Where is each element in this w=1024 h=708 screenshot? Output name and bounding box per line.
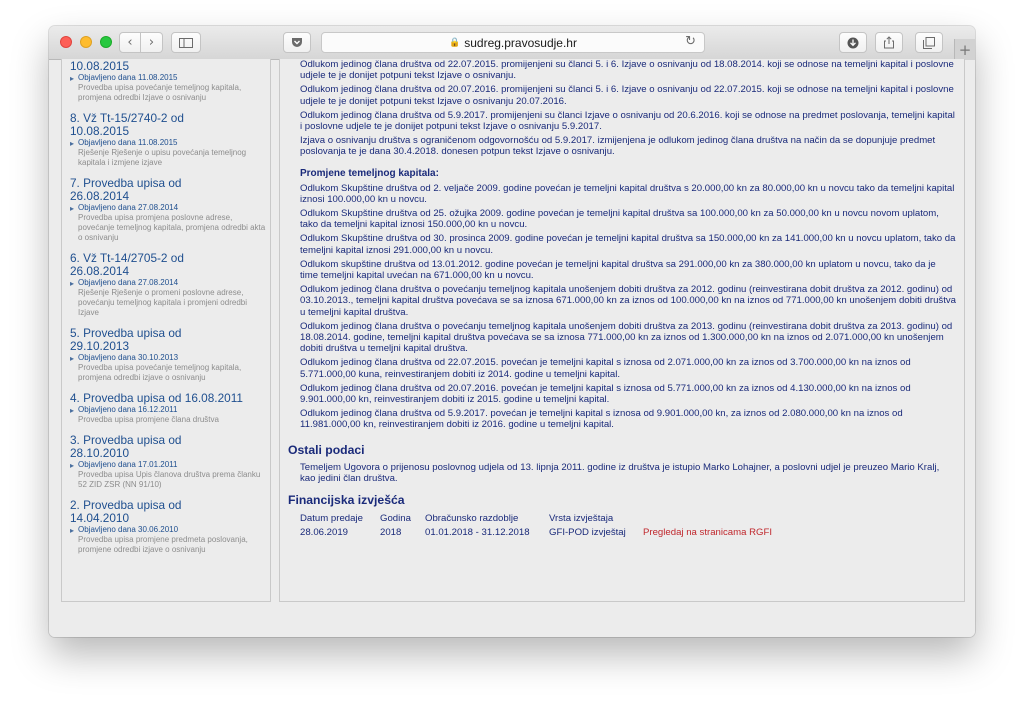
capital-changes [288,183,956,431]
statute-changes [288,59,956,158]
other-data-text: Temeljem Ugovora o prijenosu poslovnog udjela od 13. lipnja 2011. godine iz društva je istupio Marko Lohajner, a poslovni udjel je preuzeo Mario Kralj, kao jedini član društva. [300,461,940,484]
financial-reports-heading: Financijska izvješća [288,493,405,508]
announcement-date[interactable]: 26.08.2014 [70,189,130,203]
announcement-description: Provedba upisa povećanje temeljnog kapitala, promjena odredbi izjave o osnivanju [78,363,242,382]
chevron-left-icon: ‹ [127,35,133,50]
new-tab-button[interactable] [954,39,975,60]
pocket-icon [291,37,303,48]
sidebar-announcement-item[interactable] [70,327,270,383]
announcement-date[interactable]: 10.08.2015 [70,59,130,73]
cell-report-type: GFI-POD izvještaj [549,527,626,539]
share-icon [883,36,895,49]
cell-year: 2018 [380,527,402,539]
statute-paragraph: Odlukom jedinog člana društva od 22.07.2015. promijenjeni su članci 5. i 6. Izjave o osnivanju od 18.08.2014. koji se odnose na temeljni kapital i poslovne udjele te je donijet potpuni tekst Izjave o osnivanju. [300,59,954,82]
announcement-published: ▸ Objavljeno dana 11.08.2015 [70,138,270,148]
announcement-title[interactable]: 8. Vž Tt-15/2740-2 od [70,111,184,125]
announcement-description: Provedba upisa povećanje temeljnog kapitala, promjena odredbi Izjave o osnivanju [78,83,242,102]
announcement-description: Rješenje Rješenje o upisu povećanja temeljnog kapitala i izmjene izjave [78,148,247,167]
share-button[interactable] [875,32,903,53]
main-panel [279,59,965,602]
capital-paragraph: Odlukom Skupštine društva od 25. ožujka 2009. godine povećan je temeljni kapital društva sa 100.000,00 kn za 50.000,00 kn u novcu novom uplatom, tako da temeljni kapital iznosi 150.000,00 kn u novcu. [300,208,939,231]
announcement-published: ▸ Objavljeno dana 16.12.2011 [70,405,270,415]
announcement-date[interactable]: 26.08.2014 [70,264,130,278]
sidebar-toggle-button[interactable] [171,32,201,53]
header-period: Obračunsko razdoblje [425,513,519,525]
announcement-published: ▸ Objavljeno dana 30.10.2013 [70,353,270,363]
announcement-published: ▸ Objavljeno dana 27.08.2014 [70,278,270,288]
sidebar-announcement-item[interactable] [70,252,270,318]
sidebar-announcements [61,59,271,602]
announcement-published: ▸ Objavljeno dana 27.08.2014 [70,203,270,213]
sidebar-announcement-item[interactable] [70,177,270,243]
download-icon [847,37,859,49]
financial-table-header [288,512,956,526]
chevron-right-icon: › [148,35,155,50]
capital-paragraph: Odlukom Skupštine društva od 30. prosinca 2009. godine povećan je temeljni kapital društva sa 150.000,00 kn za 141.000,00 kn u novcu uplatom, tako da temeljni kapital iznosi 291.000,00 kn u novcu. [300,233,956,256]
back-button[interactable] [119,32,141,53]
rgfi-link[interactable]: Pregledaj na stranicama RGFI [643,527,773,539]
sidebar-announcement-item[interactable] [70,434,270,490]
financial-table-row [288,526,956,540]
other-data-heading: Ostali podaci [288,442,365,457]
announcement-description: Rješenje Rješenje o promeni poslovne adrese, povećanju temeljnog kapitala i promjeni odredbi Izjave [78,288,247,317]
capital-paragraph: Odlukom jedinog člana društva o povećanju temeljnog kapitala unošenjem dobiti društva za 2012. godinu (reinvestirana dobit društva za 2012. godinu) od 03.10.2013., temeljni kapital društva povećava se sa iznosa 671.000,00 kn za iznos od 100.000,00 kn na iznos od 771.000,00 kn unošenjem dobiti društva u temeljni kapital društva. [300,284,957,318]
announcement-description: Provedba upisa promjena poslovne adrese, povećanje temeljnog kapitala, promjena odredbi akta o osnivanju [78,213,266,242]
cell-period: 01.01.2018 - 31.12.2018 [425,527,530,539]
capital-heading: Promjene temeljnog kapitala: [300,167,439,179]
downloads-button[interactable] [839,32,867,53]
sidebar-icon [179,38,193,48]
announcement-title[interactable]: 7. Provedba upisa od [70,176,182,190]
plus-icon: + [958,40,972,59]
sidebar-announcement-item[interactable] [70,60,270,103]
statute-paragraph: Izjava o osnivanju društva s ograničenom odgovornošću od 5.9.2017. izmijenjena je odlukom jedinog člana društva na način da se dopunjuje predmet poslovanja te je dana 30.4.2018. donesen potpun tekst Izjave o osnivanju. [300,135,936,158]
tabs-icon [923,37,935,49]
pocket-button[interactable] [283,32,311,53]
capital-paragraph: Odlukom jedinog člana društva od 20.07.2016. povećan je temeljni kapital s iznosa od 5.771.000,00 kn za iznos od 4.130.000,00 kn na iznos od 9.901.000,00 kn, reinvestiranjem dobiti iz 2015. godine u temeljni kapital. [300,382,911,406]
browser-toolbar [49,26,975,60]
capital-paragraph: Odlukom jedinog člana društva od 22.07.2015. povećan je temeljni kapital s iznosa od 2.071.000,00 kn za iznos od 3.700.000,00 kn na iznos od 5.771.000,00 kuna, reinvestiranjem dobiti iz 2014. godine u temeljni kapital. [300,357,911,380]
announcement-published: ▸ Objavljeno dana 17.01.2011 [70,460,270,470]
announcement-description: Provedba upisa promjene člana društva [78,415,219,424]
sidebar-announcement-item[interactable] [70,112,270,168]
announcement-title[interactable]: 6. Vž Tt-14/2705-2 od [70,251,184,265]
forward-button[interactable] [141,32,163,53]
capital-paragraph: Odlukom jedinog člana društva od 5.9.2017. povećan je temeljni kapital s iznosa od 9.901.000,00 kn, za iznos od 2.080.000,00 kn na iznos od 11.981.000,00 kn, reinvestiranjem dobiti iz 2016. godine u temeljni kapital. [300,408,903,431]
announcement-description: Provedba upisa promjene predmeta poslovanja, promjene odredbi izjave o osnivanju [78,535,248,554]
lock-icon: 🔒 [449,37,461,47]
announcement-description: Provedba upisa Upis članova društva prema članku 52 ZID ZSR (NN 91/10) [78,470,261,489]
capital-paragraph: Odlukom Skupštine društva od 2. veljače 2009. godine povećan je temeljni kapital društva s 20.000,00 kn za 80.000,00 kn u novcu tako da temeljni kapital iznosi 100.000,00 kn u novcu. [300,182,955,205]
url-text: sudreg.pravosudje.hr [464,35,577,50]
header-report-type: Vrsta izvještaja [549,513,614,525]
reload-icon[interactable]: ↻ [685,34,696,49]
minimize-window-button[interactable] [80,36,92,48]
announcement-published: ▸ Objavljeno dana 30.06.2010 [70,525,270,535]
statute-paragraph: Odlukom jedinog člana društva od 20.07.2016. promijenjeni su članci 5. i 6. Izjave o osnivanju od 22.07.2015. koji se odnose na temeljni kapital i poslovne udjele te je donijet potpuni tekst Izjave o osnivanju 20.07.2016. [300,84,954,107]
announcement-published: ▸ Objavljeno dana 11.08.2015 [70,73,270,83]
page-content [49,61,975,637]
close-window-button[interactable] [60,36,72,48]
capital-paragraph: Odlukom jedinog člana društva o povećanju temeljnog kapitala unošenjem dobiti društva za 2013. godinu (reinvestirana dobit društva za 2013. godinu) od 18.08.2014. godine, temeljni kapital društva povećava se sa iznosa 771.000,00 kn za iznos od 1.300.000,00 kn na iznos od 2.071.000,00 kn unošenjem dobiti društva u temeljni kapital društva. [300,320,953,355]
capital-paragraph: Odlukom skupštine društva od 13.01.2012. godine povećan je temeljni kapital društva sa 291.000,00 kn za 380.000,00 kn uplatom u novcu, tako da je time temeljni kapital uvećan na 671.000,00 kn u novcu. [300,258,936,282]
announcement-title[interactable]: 2. Provedba upisa od [70,498,182,512]
announcement-date[interactable]: 14.04.2010 [70,511,130,525]
statute-paragraph: Odlukom jedinog člana društva od 5.9.2017. promijenjeni su članci Izjave o osnivanju od 20.6.2016. koji se odnose na predmet poslovanja, temeljni kapital i poslovne udjele te je donijet potpuni tekst Izjave o osnivanju 5.9.2017. [300,109,955,133]
sidebar-announcement-item[interactable] [70,392,270,425]
announcement-title[interactable]: 5. Provedba upisa od [70,326,182,340]
header-year: Godina [380,513,411,525]
sidebar-announcement-item[interactable] [70,499,270,555]
announcement-title[interactable]: 4. Provedba upisa od 16.08.2011 [70,391,243,405]
address-bar[interactable] [321,32,705,53]
browser-window [49,26,975,637]
announcement-date[interactable]: 28.10.2010 [70,446,130,460]
announcement-date[interactable]: 29.10.2013 [70,339,130,353]
zoom-window-button[interactable] [100,36,112,48]
cell-submission-date: 28.06.2019 [300,527,349,539]
tabs-button[interactable] [915,32,943,53]
announcement-date[interactable]: 10.08.2015 [70,124,130,138]
header-submission-date: Datum predaje [300,513,363,525]
announcement-title[interactable]: 3. Provedba upisa od [70,433,182,447]
